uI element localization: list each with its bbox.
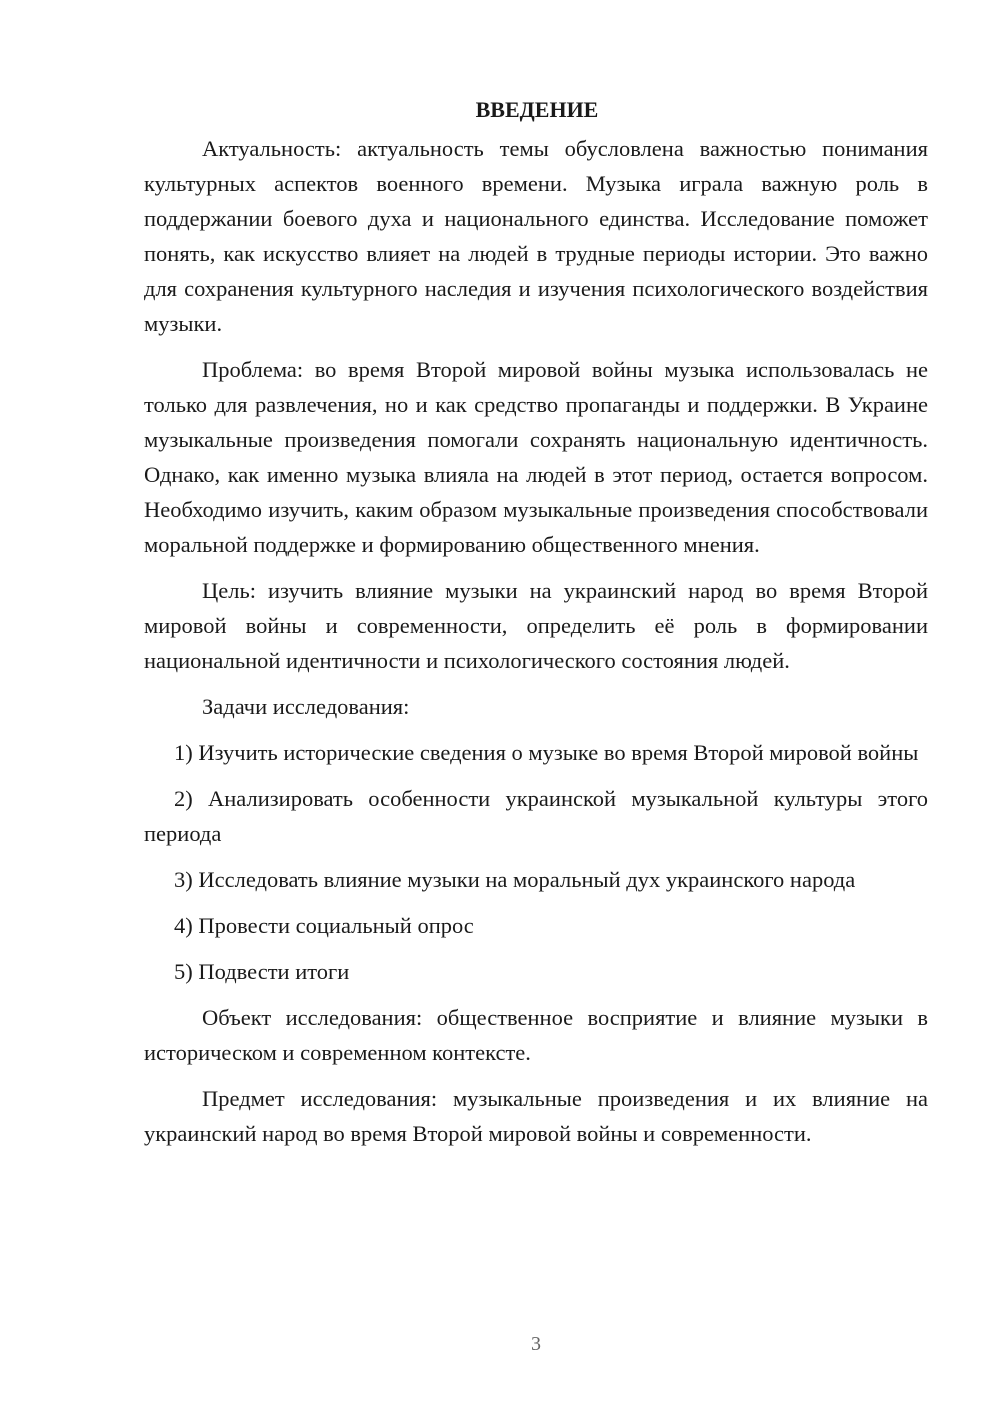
section-heading: ВВЕДЕНИЕ <box>475 97 599 122</box>
task-item-5: 5) Подвести итоги <box>174 959 350 984</box>
subject-paragraph: Предмет исследования: музыкальные произведения и их влияние на украинский народ во время Второй мировой войны и современности. <box>144 1086 928 1146</box>
tasks-heading: Задачи исследования: <box>202 694 410 719</box>
task-item-2: 2) Анализировать особенности украинской музыкальной культуры этого периода <box>144 786 928 846</box>
goal-paragraph: Цель: изучить влияние музыки на украинский народ во время Второй мировой войны и современности, определить её роль в формировании национальной идентичности и психологического состояния людей. <box>144 578 928 673</box>
document-page <box>144 92 928 1162</box>
page-number: 3 <box>531 1333 541 1355</box>
task-item-4: 4) Провести социальный опрос <box>174 913 474 938</box>
object-paragraph: Объект исследования: общественное восприятие и влияние музыки в историческом и современном контексте. <box>144 1005 928 1065</box>
task-item-1: 1) Изучить исторические сведения о музыке во время Второй мировой войны <box>174 740 919 765</box>
task-item-3: 3) Исследовать влияние музыки на моральный дух украинского народа <box>174 867 856 892</box>
problem-paragraph: Проблема: во время Второй мировой войны музыка использовалась не только для развлечения, но и как средство пропаганды и поддержки. В Украине музыкальные произведения помогали сохранять национальную идентичность. Однако, как именно музыка влияла на людей в этот период, остается вопросом. Необходимо изучить, каким образом музыкальные произведения способствовали моральной поддержке и формированию общественного мнения. <box>144 357 928 557</box>
relevance-paragraph: Актуальность: актуальность темы обусловлена важностью понимания культурных аспектов военного времени. Музыка играла важную роль в поддержании боевого духа и национального единства. Исследование поможет понять, как искусство влияет на людей в трудные периоды истории. Это важно для сохранения культурного наследия и изучения психологического воздействия музыки. <box>144 136 928 336</box>
